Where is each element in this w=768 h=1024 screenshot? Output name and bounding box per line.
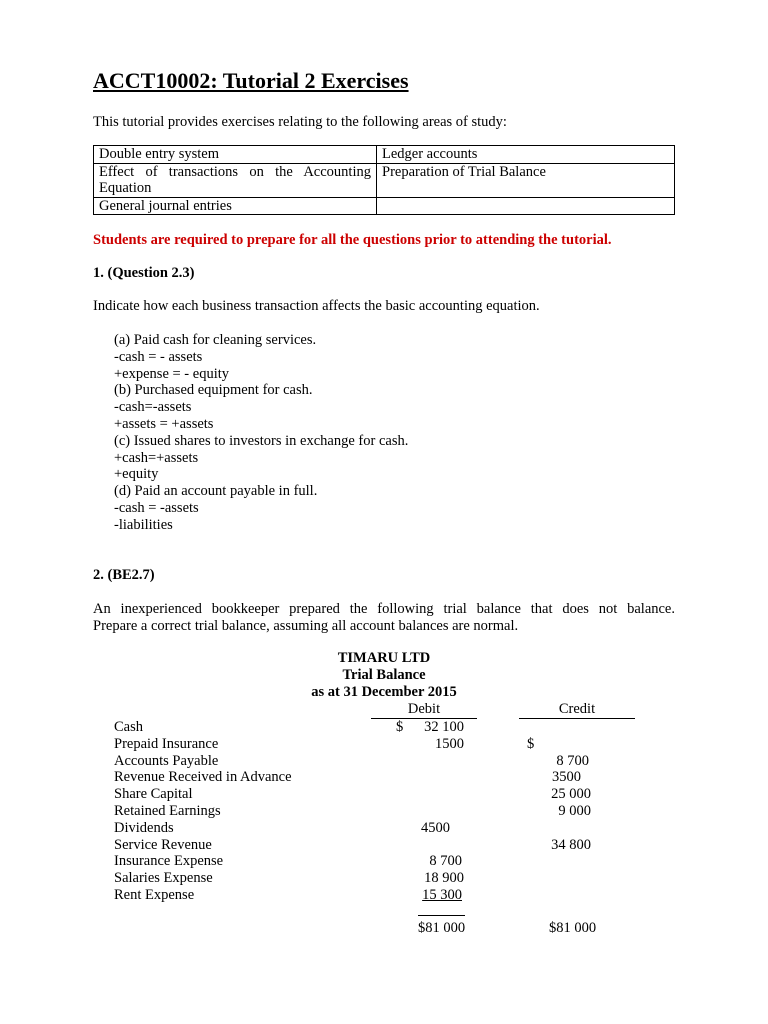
credit-column-header: Credit	[519, 701, 635, 719]
account-name: Revenue Received in Advance	[114, 769, 292, 786]
answer-line: (b) Purchased equipment for cash.	[114, 382, 313, 399]
total-rule	[418, 915, 465, 916]
debit-value: 15 300	[422, 886, 462, 903]
debit-value: 8 700	[429, 853, 462, 870]
company-name: TIMARU LTD	[337, 650, 431, 666]
table-row	[0, 753, 768, 770]
answer-line: +expense = - equity	[114, 365, 230, 382]
credit-value: 34 800	[551, 836, 591, 853]
debit-value: 4500	[421, 819, 450, 836]
trial-balance-rows	[0, 719, 768, 904]
table-row	[94, 163, 675, 197]
table-row	[0, 887, 768, 904]
table-cell: Double entry system	[94, 146, 377, 164]
table-row	[0, 719, 768, 736]
debit-value: 32 100	[424, 719, 464, 735]
table-row	[0, 837, 768, 854]
table-row	[0, 786, 768, 803]
debit-column-header: Debit	[371, 701, 477, 719]
answer-line: -liabilities	[114, 516, 173, 533]
question-2-heading: 2. (BE2.7)	[93, 567, 155, 583]
table-cell: General journal entries	[94, 197, 377, 215]
question-2-text	[93, 601, 675, 635]
question-1-text: Indicate how each business transaction affects the basic accounting equation.	[93, 298, 540, 314]
answer-line: -cash=-assets	[114, 399, 192, 416]
debit-value: 1500	[435, 735, 464, 752]
table-row	[0, 769, 768, 786]
table-row	[94, 146, 675, 164]
preparation-notice: Students are required to prepare for all the questions prior to attending the tutorial.	[93, 232, 612, 248]
table-row	[0, 736, 768, 753]
total-debit: $81 000	[418, 920, 466, 936]
account-name: Service Revenue	[114, 836, 212, 853]
account-name: Cash	[114, 719, 143, 735]
account-name: Accounts Payable	[114, 752, 219, 769]
answer-line: -cash = - assets	[114, 348, 203, 365]
answer-line: -cash = -assets	[114, 499, 199, 516]
answer-line: (a) Paid cash for cleaning services.	[114, 332, 317, 348]
account-name: Rent Expense	[114, 886, 195, 903]
account-name: Dividends	[114, 819, 174, 836]
table-cell: Ledger accounts	[377, 146, 675, 164]
intro-text: This tutorial provides exercises relating to the following areas of study:	[93, 114, 507, 130]
credit-dollar-sign: $	[527, 735, 535, 752]
trial-balance-date: as at 31 December 2015	[311, 684, 457, 700]
credit-value: 8 700	[556, 752, 589, 769]
trial-balance-title: Trial Balance	[342, 667, 426, 683]
account-name: Share Capital	[114, 786, 193, 803]
question-1-heading: 1. (Question 2.3)	[93, 265, 195, 281]
table-row	[0, 853, 768, 870]
study-areas-table	[93, 145, 675, 215]
answer-line: (d) Paid an account payable in full.	[114, 483, 318, 500]
account-name: Retained Earnings	[114, 802, 221, 819]
table-cell	[377, 197, 675, 215]
debit-dollar-sign: $	[396, 719, 404, 735]
answer-line: +cash=+assets	[114, 449, 199, 466]
account-name: Prepaid Insurance	[114, 735, 219, 752]
question-2-line-1: An inexperienced bookkeeper prepared the following trial balance that does not balance.	[93, 601, 675, 617]
credit-value: 3500	[552, 769, 581, 786]
question-2-line-2: Prepare a correct trial balance, assuming all account balances are normal.	[93, 617, 519, 634]
table-row	[0, 870, 768, 887]
table-row	[0, 820, 768, 837]
question-1-answers	[114, 332, 408, 534]
table-row	[94, 197, 675, 215]
table-cell: Preparation of Trial Balance	[377, 163, 675, 197]
credit-value: 9 000	[558, 802, 591, 819]
answer-line: +equity	[114, 466, 159, 483]
account-name: Salaries Expense	[114, 870, 213, 887]
page-title: ACCT10002: Tutorial 2 Exercises	[93, 68, 409, 93]
table-cell: Effect of transactions on the Accounting Equation	[94, 163, 377, 197]
answer-line: (c) Issued shares to investors in exchange for cash.	[114, 432, 409, 449]
account-name: Insurance Expense	[114, 853, 224, 870]
table-row	[0, 803, 768, 820]
credit-value: 25 000	[551, 786, 591, 803]
debit-value: 18 900	[424, 870, 464, 887]
total-credit: $81 000	[549, 920, 597, 936]
answer-line: +assets = +assets	[114, 415, 214, 432]
